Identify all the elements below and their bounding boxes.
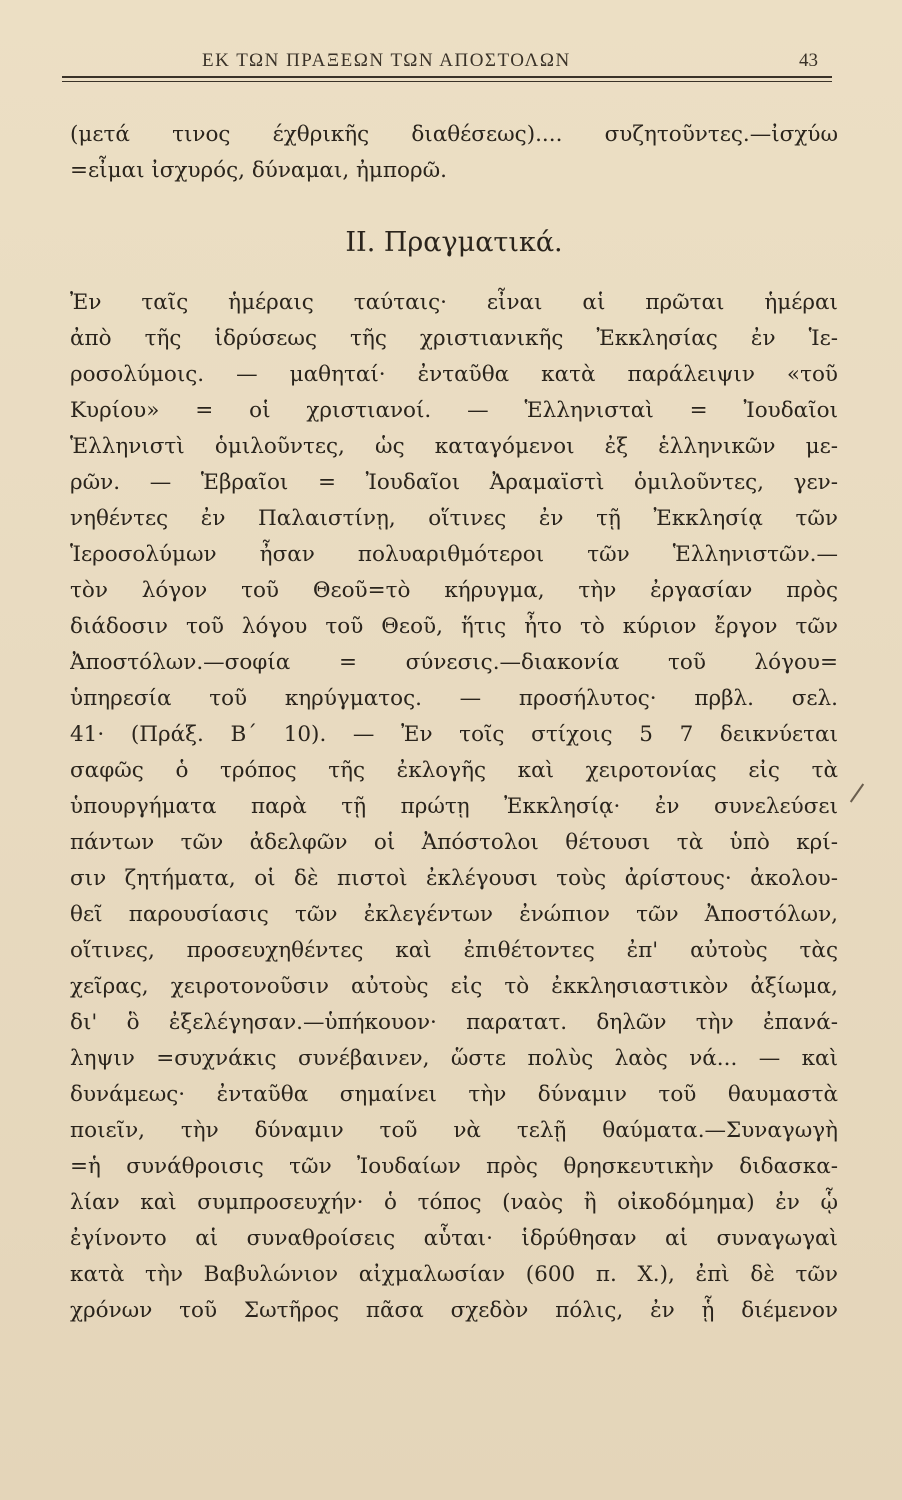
text-line: ποιεῖν, τὴν δύναμιν τοῦ νὰ τελῇ θαύματα.—Συναγωγὴ bbox=[70, 1118, 838, 1143]
page-header bbox=[62, 48, 832, 82]
text-line: (μετά τινος έχθρικῆς διαθέσεως).... συζητοῦντες.—ἰσχύω bbox=[70, 122, 838, 147]
text-line: ροσολύμοις. — μαθηταί· ἐνταῦθα κατὰ παράλειψιν «τοῦ bbox=[70, 362, 838, 387]
body-text bbox=[70, 117, 838, 1329]
text-line: =εἶμαι ἰσχυρός, δύναμαι, ἠμπορῶ. bbox=[70, 158, 447, 183]
text-line: Κυρίου» = οἱ χριστιανοί. — Ἑλληνισταὶ = Ἰουδαῖοι bbox=[70, 398, 838, 423]
text-line: τὸν λόγον τοῦ Θεοῦ=τὸ κήρυγμα, τὴν ἐργασίαν πρὸς bbox=[70, 578, 838, 603]
text-line: σαφῶς ὁ τρόπος τῆς ἐκλογῆς καὶ χειροτονίας εἰς τὰ bbox=[70, 758, 838, 783]
text-line: ληψιν =συχνάκις συνέβαινεν, ὥστε πολὺς λαὸς νά... — καὶ bbox=[70, 1046, 838, 1071]
running-title: ΕΚ ΤΩΝ ΠΡΑΞΕΩΝ ΤΩΝ ΑΠΟΣΤΟΛΩΝ bbox=[202, 50, 571, 71]
text-line: ἀπὸ τῆς ἱδρύσεως τῆς χριστιανικῆς Ἐκκλησίας ἐν Ἱε- bbox=[70, 326, 838, 351]
text-line: 41· (Πράξ. Β΄ 10). — Ἐν τοῖς στίχοις 5 7 δεικνύεται bbox=[70, 722, 838, 747]
text-line: ὑπουργήματα παρὰ τῇ πρώτῃ Ἐκκλησίᾳ· ἐν συνελεύσει bbox=[70, 794, 838, 819]
margin-mark bbox=[850, 783, 864, 802]
text-line: Ἱεροσολύμων ἦσαν πολυαριθμότεροι τῶν Ἑλληνιστῶν.— bbox=[70, 542, 838, 567]
header-rule bbox=[62, 76, 832, 78]
page-number: 43 bbox=[799, 50, 818, 71]
text-line: χρόνων τοῦ Σωτῆρος πᾶσα σχεδὸν πόλις, ἐν ᾗ διέμενον bbox=[70, 1298, 838, 1323]
text-line: Ἀποστόλων.—σοφία = σύνεσις.—διακονία τοῦ λόγου= bbox=[70, 650, 838, 675]
text-line: χεῖρας, χειροτονοῦσιν αὐτοὺς εἰς τὸ ἐκκλησιαστικὸν ἀξίωμα, bbox=[70, 974, 838, 999]
text-line: λίαν καὶ συμπροσευχήν· ὁ τόπος (ναὸς ἢ οἰκοδόμημα) ἐν ᾧ bbox=[70, 1190, 838, 1215]
text-line: ἐγίνοντο αἱ συναθροίσεις αὗται· ἱδρύθησαν αἱ συναγωγαὶ bbox=[70, 1226, 838, 1251]
text-line: Ἐν ταῖς ἡμέραις ταύταις· εἶναι αἱ πρῶται ἡμέραι bbox=[70, 290, 838, 315]
text-line: ὑπηρεσία τοῦ κηρύγματος. — προσήλυτος· πρβλ. σελ. bbox=[70, 686, 838, 711]
text-line: δυνάμεως· ἐνταῦθα σημαίνει τὴν δύναμιν τοῦ θαυμαστὰ bbox=[70, 1082, 838, 1107]
text-line: σιν ζητήματα, οἱ δὲ πιστοὶ ἐκλέγουσι τοὺς ἀρίστους· ἀκολου- bbox=[70, 866, 838, 891]
section-heading: ΙΙ. Πραγματικά. bbox=[345, 227, 563, 258]
text-line: κατὰ τὴν Βαβυλώνιον αἰχμαλωσίαν (600 π. Χ.), ἐπὶ δὲ τῶν bbox=[70, 1262, 838, 1287]
header-rule-thin bbox=[62, 81, 832, 82]
text-line: =ἡ συνάθροισις τῶν Ἰουδαίων πρὸς θρησκευτικὴν διδασκα- bbox=[70, 1154, 838, 1179]
text-line: ρῶν. — Ἑβραῖοι = Ἰουδαῖοι Ἀραμαϊστὶ ὁμιλοῦντες, γεν- bbox=[70, 470, 838, 495]
text-line: πάντων τῶν ἀδελφῶν οἱ Ἀπόστολοι θέτουσι τὰ ὑπὸ κρί- bbox=[70, 830, 838, 855]
text-line: θεῖ παρουσίασις τῶν ἐκλεγέντων ἐνώπιον τῶν Ἀποστόλων, bbox=[70, 902, 838, 927]
text-line: δι' ὃ ἐξελέγησαν.—ὑπήκουον· παρατατ. δηλῶν τὴν ἐπανά- bbox=[70, 1010, 838, 1035]
text-line: οἵτινες, προσευχηθέντες καὶ ἐπιθέτοντες ἐπ' αὐτοὺς τὰς bbox=[70, 938, 838, 963]
text-line: νηθέντες ἐν Παλαιστίνῃ, οἵτινες ἐν τῇ Ἐκκλησίᾳ τῶν bbox=[70, 506, 838, 531]
text-line: Ἑλληνιστὶ ὁμιλοῦντες, ὡς καταγόμενοι ἐξ ἑλληνικῶν με- bbox=[70, 434, 838, 459]
text-line: διάδοσιν τοῦ λόγου τοῦ Θεοῦ, ἥτις ἦτο τὸ κύριον ἔργον τῶν bbox=[70, 614, 838, 639]
